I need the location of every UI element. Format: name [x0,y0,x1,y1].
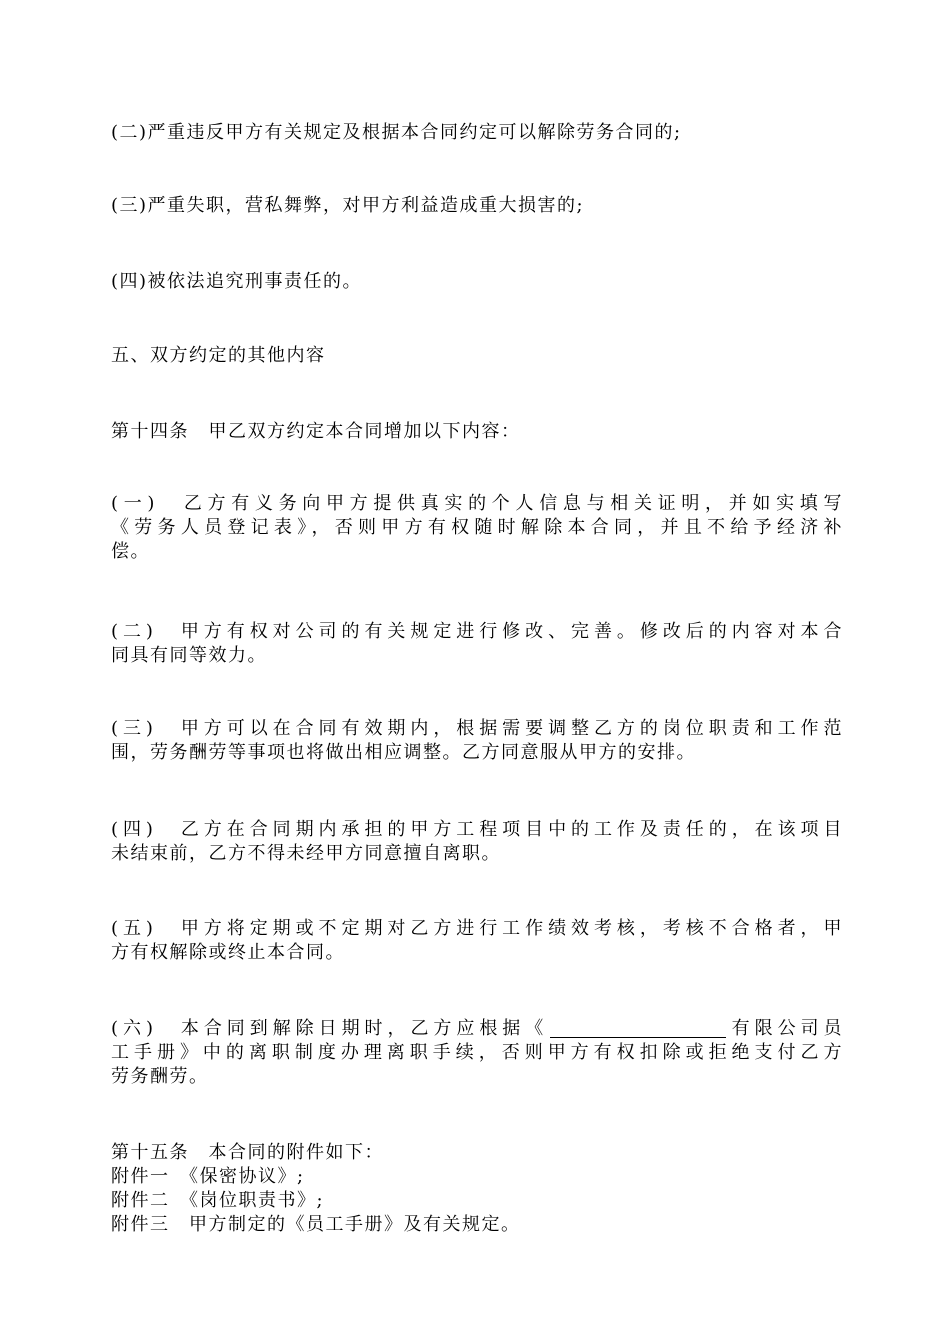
text-line: 劳务酬劳。 [111,1066,209,1087]
text-line: 围，劳务酬劳等事项也将做出相应调整。乙方同意服从甲方的安排。 [111,742,696,763]
text-fragment: (六) 本合同到解除日期时，乙方应根据《 [111,1018,549,1039]
text-line: 五、双方约定的其他内容 [111,345,326,366]
article-15-attachments [111,1141,843,1237]
text-line [111,1017,843,1041]
text-fragment: 有限公司员 [728,1018,844,1039]
text-line: (四) 乙方在合同期内承担的甲方工程项目中的工作及责任的，在该项目 [111,819,843,840]
clause-item-3 [111,194,843,218]
text-line: (二) 甲方有权对公司的有关规定进行修改、完善。修改后的内容对本合 [111,621,843,642]
article-14-item-2 [111,620,843,668]
section-heading-5 [111,344,843,368]
text-line: (四)被依法追究刑事责任的。 [111,271,363,292]
article-14-item-4 [111,818,843,866]
text-line: (二)严重违反甲方有关规定及根据本合同约定可以解除劳务合同的; [111,122,682,143]
attachment-line: 附件二 《岗位职责书》; [111,1190,325,1211]
text-line: (三) 甲方可以在合同有效期内，根据需要调整乙方的岗位职责和工作范 [111,718,843,739]
text-line: 同具有同等效力。 [111,645,267,666]
text-line: 第十四条 甲乙双方约定本合同增加以下内容： [111,421,521,442]
text-line: 方有权解除或终止本合同。 [111,942,345,963]
text-line: 工手册》中的离职制度办理离职手续，否则甲方有权扣除或拒绝支付乙方 [111,1042,843,1063]
attachment-line: 附件一 《保密协议》; [111,1166,305,1187]
article-14-heading [111,420,843,444]
text-line: 第十五条 本合同的附件如下： [111,1142,384,1163]
clause-item-2 [111,121,843,145]
text-line: (一) 乙方有义务向甲方提供真实的个人信息与相关证明，并如实填写 [111,493,843,514]
article-14-item-5 [111,917,843,965]
article-14-item-1 [111,492,843,564]
text-line: 未结束前，乙方不得未经甲方同意擅自离职。 [111,843,501,864]
fill-in-blank [550,1019,726,1038]
text-line: (三)严重失职，营私舞弊，对甲方利益造成重大损害的; [111,195,585,216]
text-line: 《劳务人员登记表》，否则甲方有权随时解除本合同，并且不给予经济补 [111,517,843,538]
attachment-line: 附件三 甲方制定的《员工手册》及有关规定。 [111,1214,521,1235]
clause-item-4 [111,270,843,294]
article-14-item-6 [111,1017,843,1089]
article-14-item-3 [111,717,843,765]
text-line: 偿。 [111,541,150,562]
text-line: (五) 甲方将定期或不定期对乙方进行工作绩效考核，考核不合格者，甲 [111,918,843,939]
